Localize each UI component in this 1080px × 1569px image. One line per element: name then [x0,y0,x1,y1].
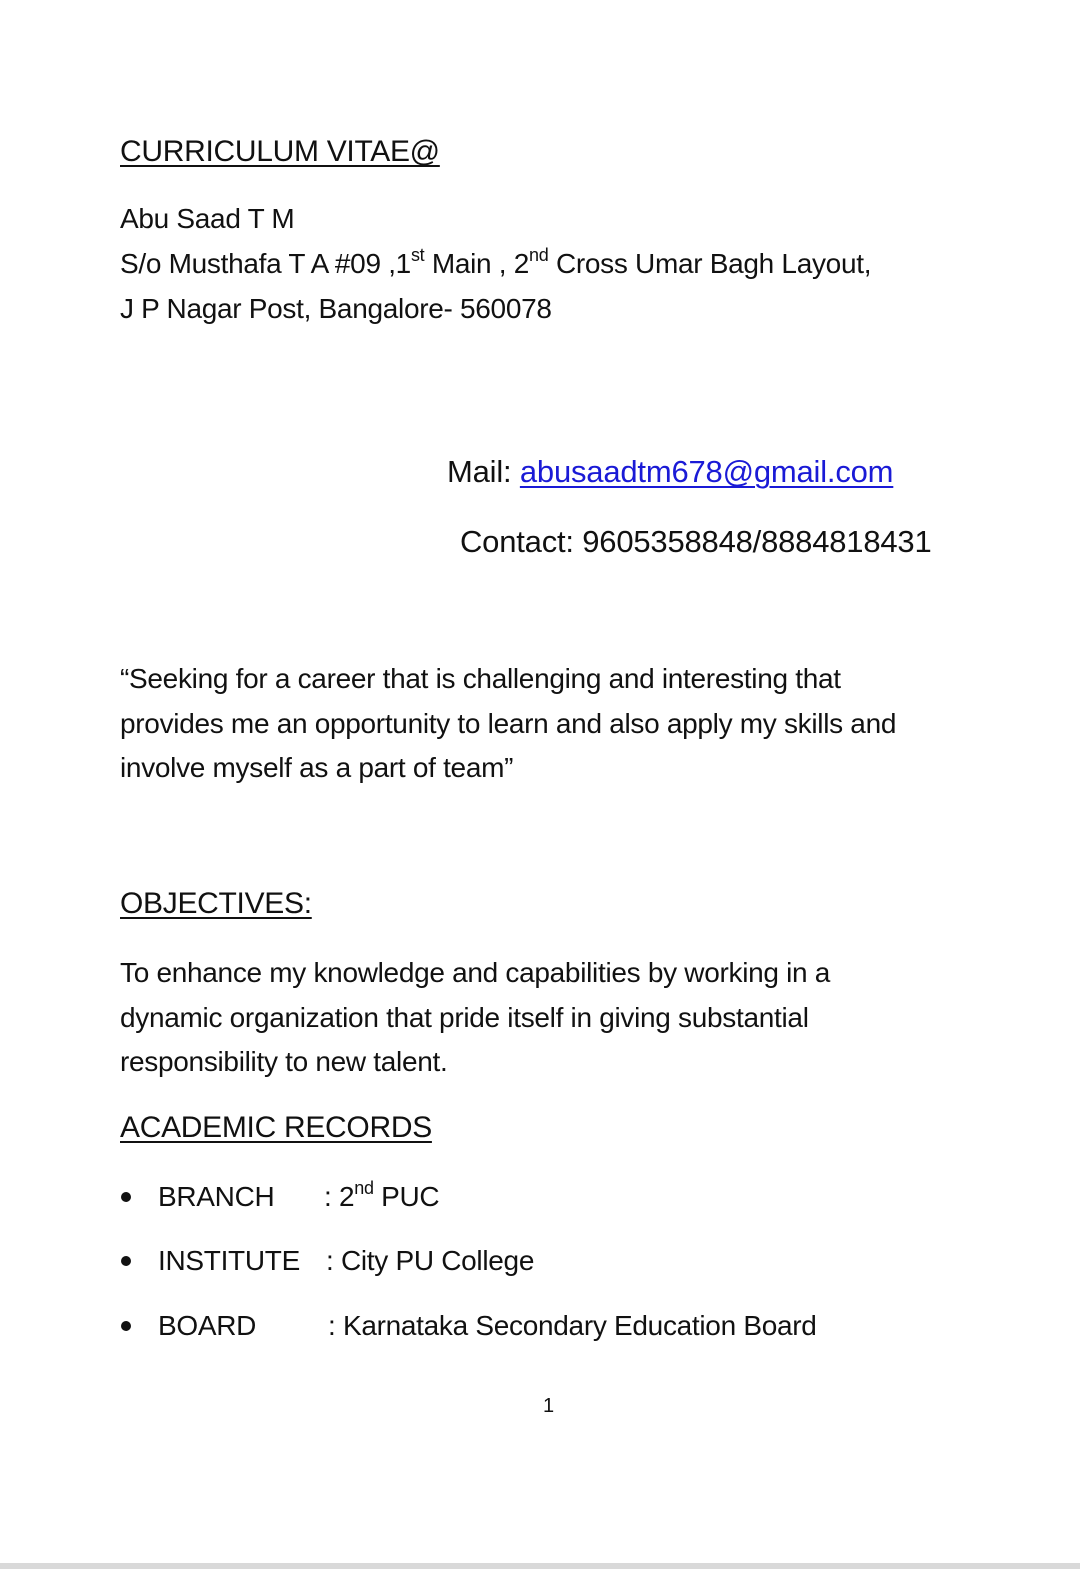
career-quote-line: provides me an opportunity to learn and also apply my skills and [120,707,897,739]
document-title: CURRICULUM VITAE@ [120,135,440,168]
bullet-icon [121,1321,131,1331]
objectives-line: dynamic organization that pride itself in giving substantial [120,1001,809,1033]
record-value-prefix: : 2 [324,1181,355,1212]
phone-numbers: 9605358848/8884818431 [582,524,932,559]
record-value: : Karnataka Secondary Education Board [328,1310,817,1341]
objectives-line: To enhance my knowledge and capabilities by working in a [120,957,831,988]
address-line-1-part-1: S/o Musthafa T A #09 ,1 [120,248,411,279]
mail-line [447,456,893,487]
address-line-2: J P Nagar Post, Bangalore- 560078 [120,293,552,324]
applicant-name: Abu Saad T M [120,203,295,234]
record-label: BOARD [158,1310,257,1341]
record-value: : City PU College [326,1245,535,1276]
mail-label: Mail: [447,454,520,489]
contact-line [460,526,932,557]
bullet-icon [121,1256,131,1266]
address-line-1 [120,244,872,279]
page-number: 1 [543,1395,555,1417]
address-line-1-part-2: Main , 2 [424,248,530,279]
record-value-superscript: nd [354,1177,374,1198]
career-quote-line: “Seeking for a career that is challenging and interesting that [120,663,841,694]
record-label: BRANCH [158,1181,275,1212]
record-label: INSTITUTE [158,1245,300,1276]
address-line-1-superscript-1: st [410,244,425,265]
academic-records-heading: ACADEMIC RECORDS [120,1111,432,1144]
viewer-bottom-edge [0,1563,1080,1569]
address-line-1-superscript-2: nd [529,244,549,265]
objectives-heading: OBJECTIVES: [120,887,312,920]
career-quote [120,657,896,791]
objectives-line: responsibility to new talent. [120,1046,448,1077]
email-link[interactable]: abusaadtm678@gmail.com [519,454,894,489]
objectives-text [120,951,830,1085]
contact-label: Contact: [460,524,583,559]
bullet-icon [121,1192,131,1202]
record-value [324,1177,440,1212]
record-value-suffix: PUC [373,1181,440,1212]
address-line-1-part-3: Cross Umar Bagh Layout, [548,248,872,279]
career-quote-line: involve myself as a part of team” [120,752,514,783]
